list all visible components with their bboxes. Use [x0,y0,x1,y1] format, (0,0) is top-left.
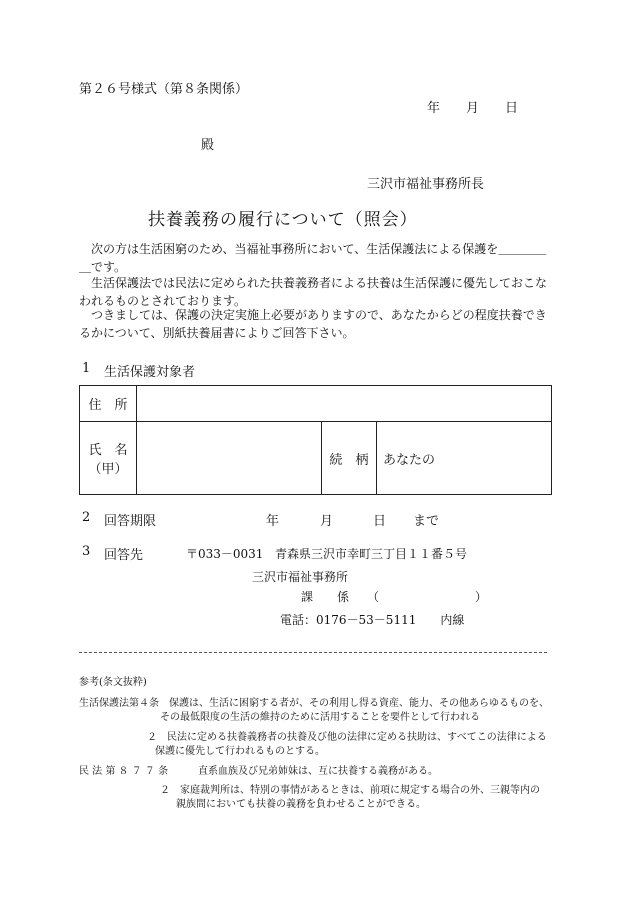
reference-heading: 参考(条文抜粋) [79,677,147,688]
section3-label: 回答先 [104,548,144,563]
name-row [80,422,552,495]
name-label: 氏 名 [88,443,128,458]
name-value [137,422,322,495]
law1-para1-line1: 保護は、生活に困窮する者が、その利用し得る資産、能力、その他あらゆるものを、 [169,698,549,709]
recipient-table [79,385,552,495]
law2-name: 民 法 第 ８ ７ ７ 条 [79,766,169,777]
document-title: 扶養義務の履行について（照会） [148,210,418,230]
relation-label: 続 柄 [322,422,377,495]
cut-line [79,652,547,653]
name-sublabel: （甲） [88,462,128,477]
law1-name: 生活保護法第４条 [79,698,159,709]
section2-label: 回答期限 [104,514,157,529]
deadline-month: 月 [320,514,334,529]
phone-line: 電話：0176－53－5111 内線 [280,613,465,627]
name-label-cell [80,422,137,495]
law2-para2-line1: ２ 家庭裁判所は、特別の事情があるときは、前項に規定する場合の外、三親等内の [160,785,540,796]
law2-para2-line2: 親族間においても扶養の義務を負わせることができる。 [176,799,426,810]
office-name: 三沢市福祉事務所 [252,570,349,584]
intro-paragraph-1: 次の方は生活困窮のため、当福祉事務所において、生活保護法による保護を＿＿＿＿＿です。 [79,242,547,274]
law1-para2-line2: 保護に優先して行われるものとする。 [155,746,325,757]
section3-number: 3 [82,544,91,559]
form-number: 第２６号様式（第８条関係） [79,82,249,97]
address-label: 住 所 [80,386,137,422]
postal-code: 〒033－0031 [186,547,264,561]
intro-paragraph-3: つきましては、保護の決定実施上必要がありますので、あなたからどの程度扶養できるかについて、別紙扶養届書によりご回答下さい。 [79,308,547,340]
date-line: 年 月 日 [427,101,519,116]
relation-value: あなたの [377,422,552,495]
deadline-day: 日 [373,514,387,529]
address-row [80,386,552,422]
addressee-suffix: 殿 [201,138,215,153]
address-value [137,386,552,422]
section1-label: 生活保護対象者 [104,365,196,380]
law1-para2-line1: ２ 民法に定める扶養義務者の扶養及び他の法律に定める扶助は、すべてこの法律による [147,732,547,743]
section1-number: 1 [82,361,91,376]
law2-para1: 直系血族及び兄弟姉妹は、互に扶養する義務がある。 [198,766,438,777]
deadline-year: 年 [266,514,280,529]
deadline-until: まで [413,514,440,529]
department-line: 課 係 （ ） [301,590,488,604]
office-address: 青森県三沢市幸町三丁目１１番５号 [275,547,468,561]
sender-name: 三沢市福祉事務所長 [367,177,485,192]
section2-number: 2 [82,510,91,525]
law1-para1-line2: その最低限度の生活の維持のために活用することを要件として行われる [160,712,480,723]
intro-paragraph-2: 生活保護法では民法に定められた扶養義務者による扶養は生活保護に優先しておこなわれるものとされております。 [79,276,548,308]
